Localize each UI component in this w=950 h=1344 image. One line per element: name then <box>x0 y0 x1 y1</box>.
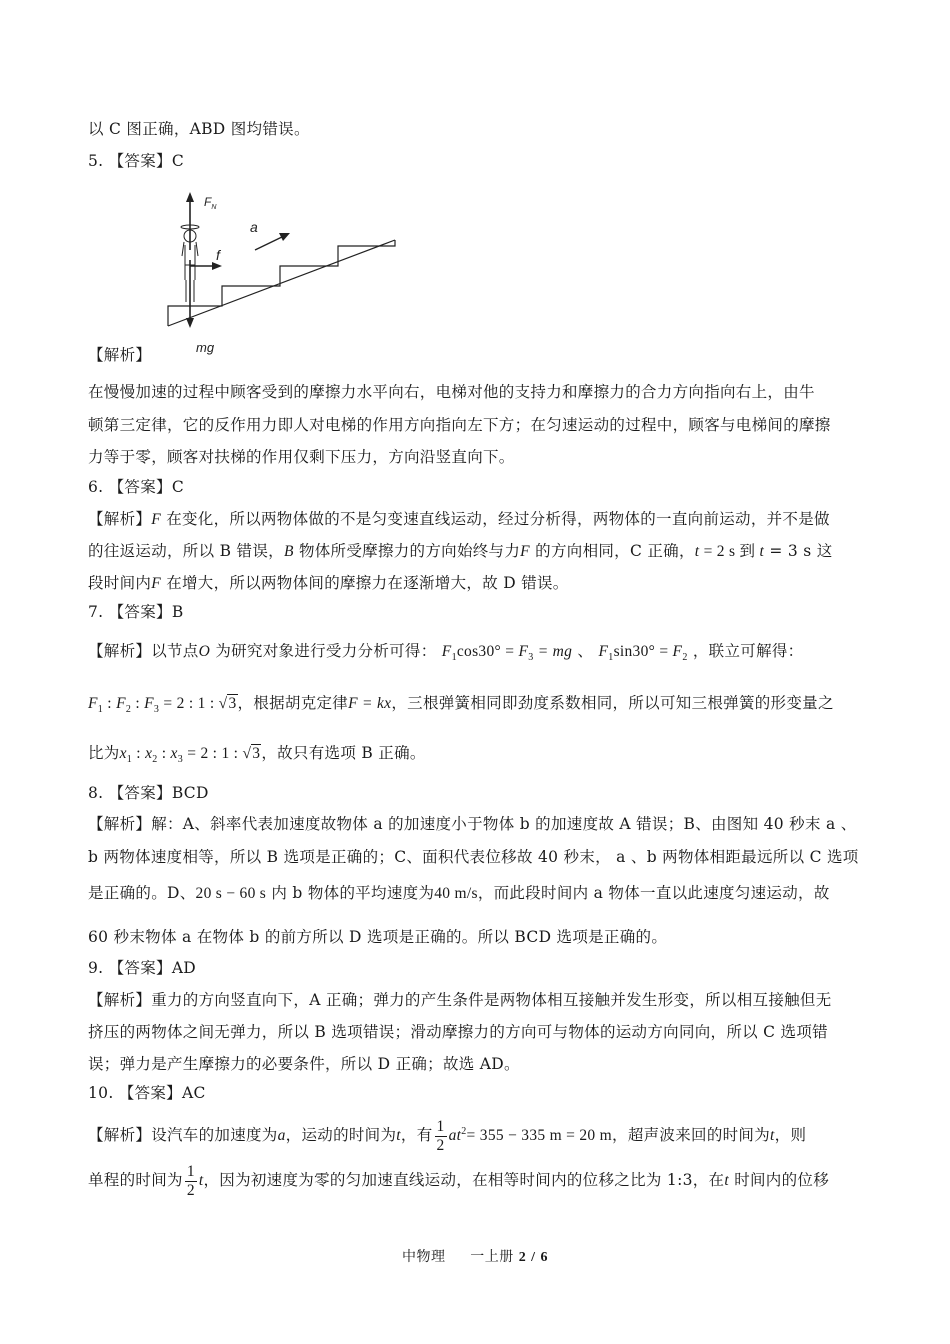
text-line: 误；弹力是产生摩擦力的必要条件，所以 D 正确；故选 AD。 <box>88 1055 520 1073</box>
text-line: 是正确的。D、20 s − 60 s 内 b 物体的平均速度为40 m/s，而此段时间内 a 物体一直以此速度匀速运动，故 <box>88 884 830 902</box>
text-line: 【解析】解：A、斜率代表加速度故物体 a 的加速度小于物体 b 的加速度故 A 错误；B、由图知 40 秒末 a 、 <box>88 815 857 833</box>
fraction-one-half: $\frac{1}{2}$ <box>186 1162 195 1199</box>
label-friction: f <box>216 247 220 263</box>
text-line: $F_1$ : $F_2$ : $F_3 = 2$ : 1 : √3，根据胡克定律F = kx，三根弹簧相同即劲度系数相同，所以可知三根弹簧的形变量之 <box>88 694 834 716</box>
page-total: 6 <box>540 1250 548 1265</box>
analysis-heading-q5: 【解析】 <box>88 346 152 364</box>
escalator-force-diagram <box>160 190 400 360</box>
text-line: 【解析】以节点O 为研究对象进行受力分析可得： $F_1\cos 30^\circ = F_3$ = mg 、 $F_1\sin 30^\circ = F_2$ ，联立可解得： <box>88 642 804 664</box>
answer-heading-q8: 8. 【答案】BCD <box>88 784 209 802</box>
text-line: 以 C 图正确，ABD 图均错误。 <box>88 120 310 138</box>
sqrt-three: √3 <box>218 695 237 712</box>
text-line: 的往返运动，所以 B 错误，B 物体所受摩擦力的方向始终与力F 的方向相同，C 正确，t = 2 s 到 t = 3 s 这 <box>88 542 833 560</box>
text-line: 单程的时间为 $\frac{1}{2}$ t，因为初速度为零的匀加速直线运动，在相等时间内的位移之比为 1:3，在t 时间内的位移 <box>88 1162 829 1199</box>
text-line: 【解析】重力的方向竖直向下，A 正确；弹力的产生条件是两物体相互接触并发生形变，所以相互接触但无 <box>88 991 832 1009</box>
label-normal-force: $F_N$ <box>204 195 217 211</box>
sqrt-three: √3 <box>242 745 261 762</box>
label-acceleration: a <box>250 219 258 235</box>
page-number: 2 <box>518 1250 527 1265</box>
answer-heading-q7: 7. 【答案】B <box>88 603 184 621</box>
answer-heading-q6: 6. 【答案】C <box>88 478 184 496</box>
text-line: 【解析】F 在变化，所以两物体做的不是匀变速直线运动，经过分析得，两物体的一直向前运动，并不是做 <box>88 510 830 528</box>
text-line: 【解析】设汽车的加速度为a，运动的时间为t，有 $\frac{1}{2}$ $at^2= 355 - 335$ m = 20 m，超声波来回的时间为t，则 <box>88 1117 807 1154</box>
answer-heading-q5: 5. 【答案】C <box>88 152 184 170</box>
text-line: 在慢慢加速的过程中顾客受到的摩擦力水平向右，电梯对他的支持力和摩擦力的合力方向指向右上，由牛 <box>88 383 815 401</box>
answer-heading-q10: 10. 【答案】AC <box>88 1084 206 1102</box>
label-gravity: mg <box>196 340 215 355</box>
fraction-one-half: $\frac{1}{2}$ <box>436 1117 445 1154</box>
text-line: 挤压的两物体之间无弹力，所以 B 选项错误；滑动摩擦力的方向可与物体的运动方向同向，所以 C 选项错 <box>88 1023 828 1041</box>
text-line: 比为$x_1$ : $x_2$ : $x_3 = 2$ : 1 : √3，故只有选项 B 正确。 <box>88 744 426 766</box>
page-footer: 中物理 一上册 2 / 6 <box>401 1249 548 1265</box>
text-line: b 两物体速度相等，所以 B 选项是正确的；C、面积代表位移故 40 秒末， a 、b 两物体相距最远所以 C 选项 <box>88 848 859 866</box>
text-line: 力等于零，顾客对扶梯的作用仅剩下压力，方向沿竖直向下。 <box>88 448 515 466</box>
text-line: 60 秒末物体 a 在物体 b 的前方所以 D 选项是正确的。所以 BCD 选项是正确的。 <box>88 928 668 946</box>
text-line: 顿第三定律，它的反作用力即人对电梯的作用方向指向左下方；在匀速运动的过程中，顾客与电梯间的摩擦 <box>88 416 831 434</box>
answer-heading-q9: 9. 【答案】AD <box>88 959 197 977</box>
text-line: 段时间内F 在增大，所以两物体间的摩擦力在逐渐增大，故 D 错误。 <box>88 574 569 592</box>
